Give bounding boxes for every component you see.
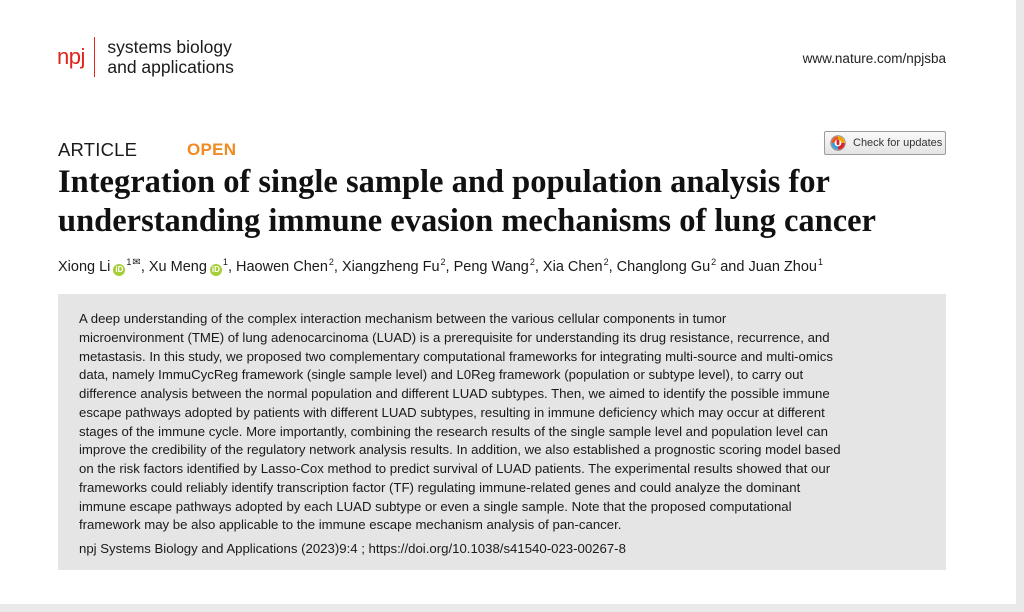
journal-name [107, 37, 233, 77]
journal-name-line: and applications [107, 57, 234, 77]
abstract-line: frameworks could reliably identify transcription factor (TF) regulating immune-related genes and could analyze the dominant [79, 479, 801, 495]
author-name: Xia Chen [542, 259, 603, 275]
abstract-box [58, 294, 946, 570]
author[interactable] [149, 259, 228, 275]
abstract-line: data, namely ImmuCycReg framework (single sample level) and L0Reg framework (population or subtype level), to carry out [79, 367, 804, 383]
author-name: Xiangzheng Fu [341, 259, 440, 275]
author-name: Peng Wang [453, 259, 529, 275]
frame-border-right [1016, 0, 1024, 612]
article-type: ARTICLE [58, 139, 138, 160]
abstract-line: A deep understanding of the complex interaction mechanism between the various cellular components in tumor [79, 311, 727, 326]
abstract-line: framework may be also applicable to the immune escape mechanism analysis of pan-cancer. [79, 517, 622, 533]
author-separator: , [140, 259, 149, 275]
abstract-line: stages of the immune cycle. More importantly, combining the research results of the single sample level and population level can [79, 423, 828, 439]
mail-icon[interactable]: ✉ [132, 257, 141, 268]
author-separator: and [716, 259, 749, 275]
affiliation-marker: 2 [440, 257, 446, 267]
check-for-updates-label: Check for updates [853, 137, 943, 149]
abstract-text [79, 310, 926, 535]
article-title [58, 163, 958, 241]
author-separator: , [534, 259, 543, 275]
abstract-line: immune escape pathways adopted by each LUAD subtype or even a single sample. Note that the proposed computational [79, 498, 792, 514]
journal-name-line: systems biology [107, 37, 232, 57]
affiliation-marker: 2 [711, 257, 717, 267]
article-title-line: understanding immune evasion mechanisms of lung cancer [58, 203, 876, 239]
abstract-line: microenvironment (TME) of lung adenocarcinoma (LUAD) is a prerequisite for understanding its drug resistance, recurrence, and [79, 329, 830, 345]
author-separator: , [227, 259, 236, 275]
author[interactable] [748, 259, 823, 275]
author-name: Xu Meng [148, 259, 207, 275]
abstract-line: improve the credibility of the regulatory network analysis results. In addition, we also established a prognostic scoring model based [79, 442, 841, 458]
author-separator: , [608, 259, 617, 275]
article-title-line: Integration of single sample and population analysis for [58, 164, 830, 200]
orcid-icon[interactable]: iD [115, 265, 124, 274]
crossmark-icon [830, 135, 846, 151]
journal-abbrev: npj [57, 44, 85, 69]
author-separator: , [445, 259, 454, 275]
affiliation-marker: 1 [126, 257, 132, 267]
author[interactable] [454, 259, 535, 275]
open-access-badge: OPEN [187, 140, 237, 159]
abstract-line: metastasis. In this study, we proposed two complementary computational frameworks for integrating multi-source and multi-omics [79, 348, 833, 364]
author[interactable] [342, 259, 446, 275]
brand-divider [94, 37, 96, 77]
author[interactable] [236, 259, 334, 275]
author[interactable] [58, 259, 141, 275]
author-name: Haowen Chen [236, 259, 328, 275]
author-name: Xiong Li [58, 259, 111, 275]
journal-brand[interactable] [57, 37, 234, 77]
citation[interactable]: npj Systems Biology and Applications (2023)9:4 ; https://doi.org/10.1038/s41540-023-00267-8 [79, 541, 626, 556]
affiliation-marker: 1 [222, 257, 228, 267]
affiliation-marker: 1 [817, 257, 823, 267]
author-name: Juan Zhou [748, 259, 817, 275]
affiliation-marker: 2 [328, 257, 334, 267]
author-name: Changlong Gu [616, 259, 711, 275]
author[interactable] [543, 259, 609, 275]
abstract-line: on the risk factors identified by Lasso-Cox method to predict survival of LUAD patients. The experimental results showed that our [79, 461, 831, 476]
abstract-line: escape pathways adopted by patients with different LUAD subtypes, resulting in immune deficiency which may occur at different [79, 404, 825, 420]
affiliation-marker: 2 [529, 257, 535, 267]
frame-border-bottom [0, 604, 1024, 612]
journal-url-link[interactable]: www.nature.com/npjsba [802, 51, 946, 66]
affiliation-marker: 2 [603, 257, 609, 267]
check-for-updates-button[interactable] [824, 131, 946, 155]
author-list [58, 257, 823, 276]
abstract-line: difference analysis between the normal population and different LUAD subtypes. Then, we aimed to identify the possible immune [79, 386, 830, 401]
author-separator: , [333, 259, 342, 275]
author[interactable] [617, 259, 717, 275]
orcid-icon[interactable]: iD [211, 265, 220, 274]
